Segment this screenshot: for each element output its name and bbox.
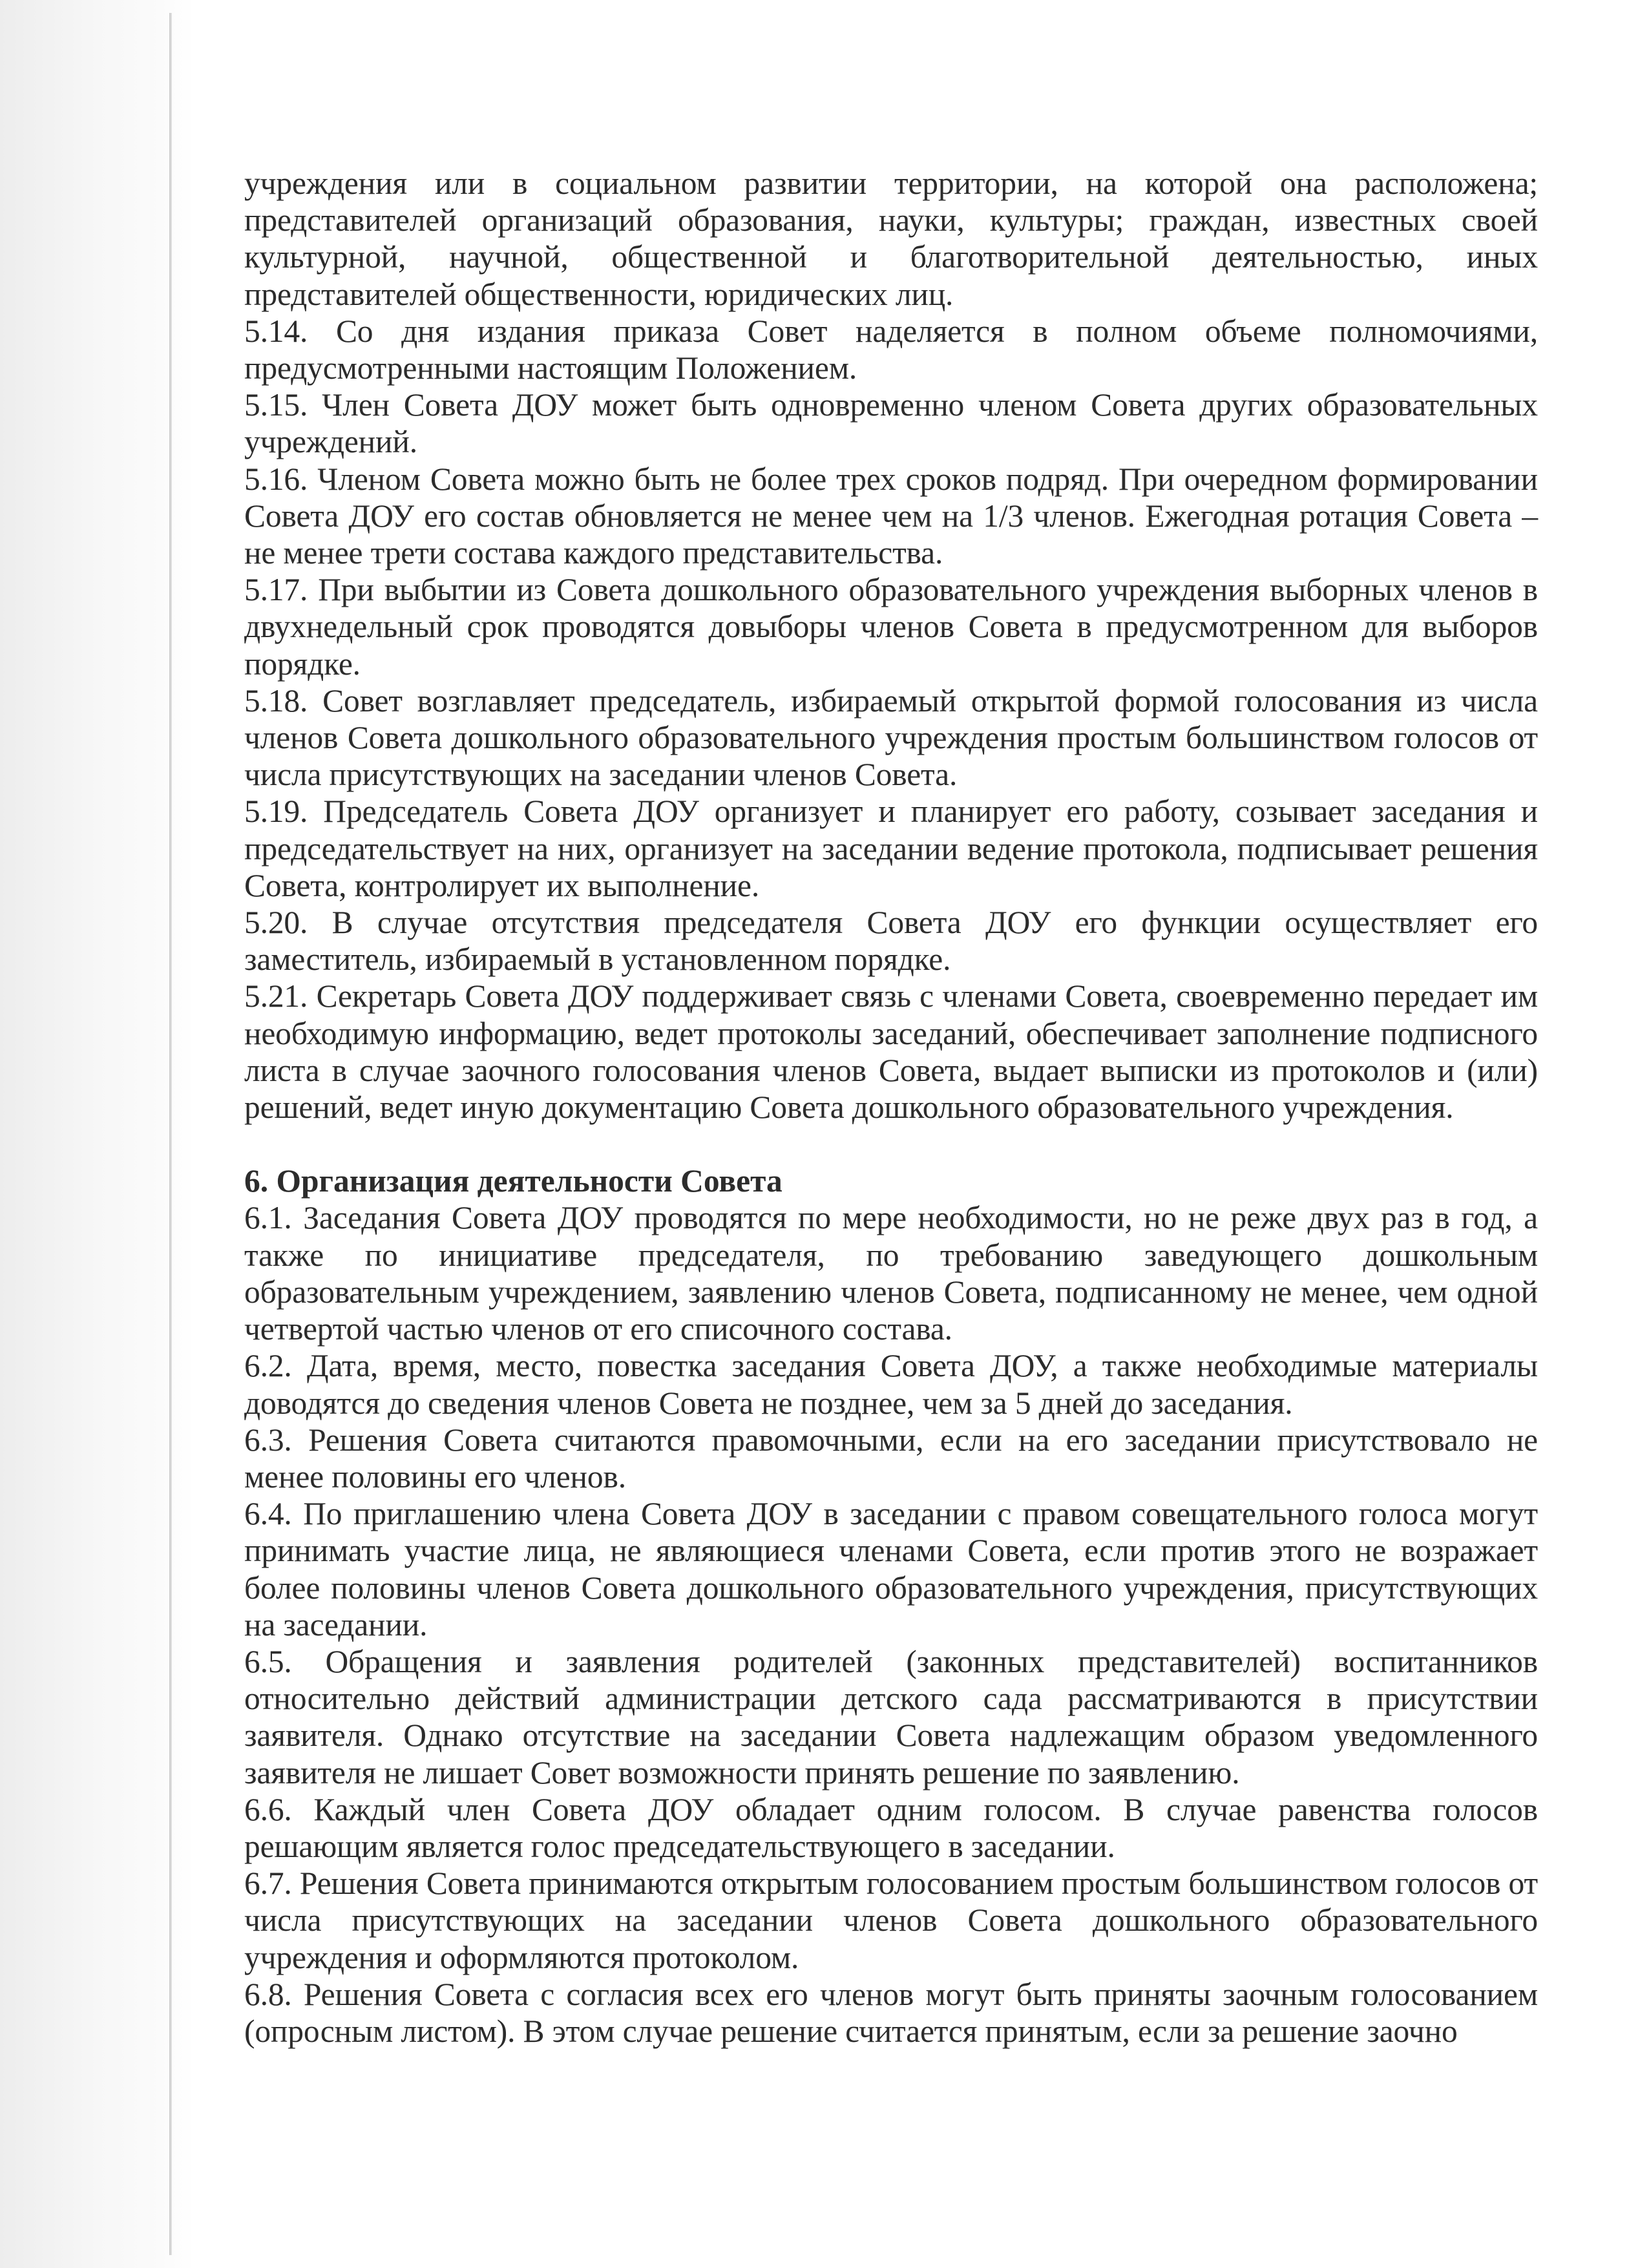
paragraph-6-2: 6.2. Дата, время, место, повестка заседания Совета ДОУ, а также необходимые материалы доводятся до сведения членов Совета не позднее, чем за 5 дней до заседания. (244, 1348, 1538, 1421)
document-page (244, 165, 1538, 2050)
paragraph-5-20: 5.20. В случае отсутствия председателя Совета ДОУ его функции осуществляет его заместитель, избираемый в установленном порядке. (244, 905, 1538, 978)
paragraph-5-13-continued: учреждения или в социальном развитии территории, на которой она расположена; представителей организаций образования, науки, культуры; граждан, известных своей культурной, научной, общественной и благотворительной деятельностью, иных представителей общественности, юридических лиц. (244, 165, 1538, 312)
paragraph-6-7: 6.7. Решения Совета принимаются открытым голосованием простым большинством голосов от числа присутствующих на заседании членов Совета дошкольного образовательного учреждения и оформляются протоколом. (244, 1865, 1538, 1975)
paragraph-6-1: 6.1. Заседания Совета ДОУ проводятся по мере необходимости, но не реже двух раз в год, а также по инициативе председателя, по требованию заведующего дошкольным образовательным учреждением, заявлению членов Совета, подписанному не менее, чем одной четвертой частью членов от его списочного состава. (244, 1200, 1538, 1347)
paragraph-6-3: 6.3. Решения Совета считаются правомочными, если на его заседании присутствовало не менее половины его членов. (244, 1422, 1538, 1495)
paragraph-5-14: 5.14. Со дня издания приказа Совет наделяется в полном объеме полномочиями, предусмотренными настоящим Положением. (244, 313, 1538, 386)
binding-fold-line (169, 13, 172, 2255)
binding-shadow (0, 0, 194, 2268)
paragraph-6-5: 6.5. Обращения и заявления родителей (законных представителей) воспитанников относительно действий администрации детского сада рассматриваются в присутствии заявителя. Однако отсутствие на заседании Совета надлежащим образом уведомленного заявителя не лишает Совет возможности принять решение по заявлению. (244, 1643, 1538, 1790)
paragraph-5-17: 5.17. При выбытии из Совета дошкольного образовательного учреждения выборных членов в двухнедельный срок проводятся довыборы членов Совета в предусмотренном для выборов порядке. (244, 572, 1538, 682)
section-5-continuation (244, 165, 1538, 1126)
paragraph-6-6: 6.6. Каждый член Совета ДОУ обладает одним голосом. В случае равенства голосов решающим является голос председательствующего в заседании. (244, 1791, 1538, 1864)
section-6-heading: 6. Организация деятельности Совета (244, 1163, 782, 1199)
paragraph-5-21: 5.21. Секретарь Совета ДОУ поддерживает связь с членами Совета, своевременно передает им необходимую информацию, ведет протоколы заседаний, обеспечивает заполнение подписного листа в случае заочного голосования членов Совета, выдает выписки из протоколов и (или) решений, ведет иную документацию Совета дошкольного образовательного учреждения. (244, 978, 1538, 1126)
paragraph-5-16: 5.16. Членом Совета можно быть не более трех сроков подряд. При очередном формировании Совета ДОУ его состав обновляется не менее чем на 1/3 членов. Ежегодная ротация Совета – не менее трети состава каждого представительства. (244, 461, 1538, 571)
paragraph-6-4: 6.4. По приглашению члена Совета ДОУ в заседании с правом совещательного голоса могут принимать участие лица, не являющиеся членами Совета, если против этого не возражает более половины членов Совета дошкольного образовательного учреждения, присутствующих на заседании. (244, 1496, 1538, 1643)
section-6 (244, 1199, 1538, 2050)
paragraph-5-15: 5.15. Член Совета ДОУ может быть одновременно членом Совета других образовательных учреждений. (244, 387, 1538, 460)
paragraph-6-8: 6.8. Решения Совета с согласия всех его членов могут быть приняты заочным голосованием (опросным листом). В этом случае решение считается принятым, если за решение заочно (244, 1976, 1538, 2049)
paragraph-5-18: 5.18. Совет возглавляет председатель, избираемый открытой формой голосования из числа членов Совета дошкольного образовательного учреждения простым большинством голосов от числа присутствующих на заседании членов Совета. (244, 682, 1538, 793)
paragraph-5-19: 5.19. Председатель Совета ДОУ организует и планирует его работу, созывает заседания и председательствует на них, организует на заседании ведение протокола, подписывает решения Совета, контролирует их выполнение. (244, 793, 1538, 903)
